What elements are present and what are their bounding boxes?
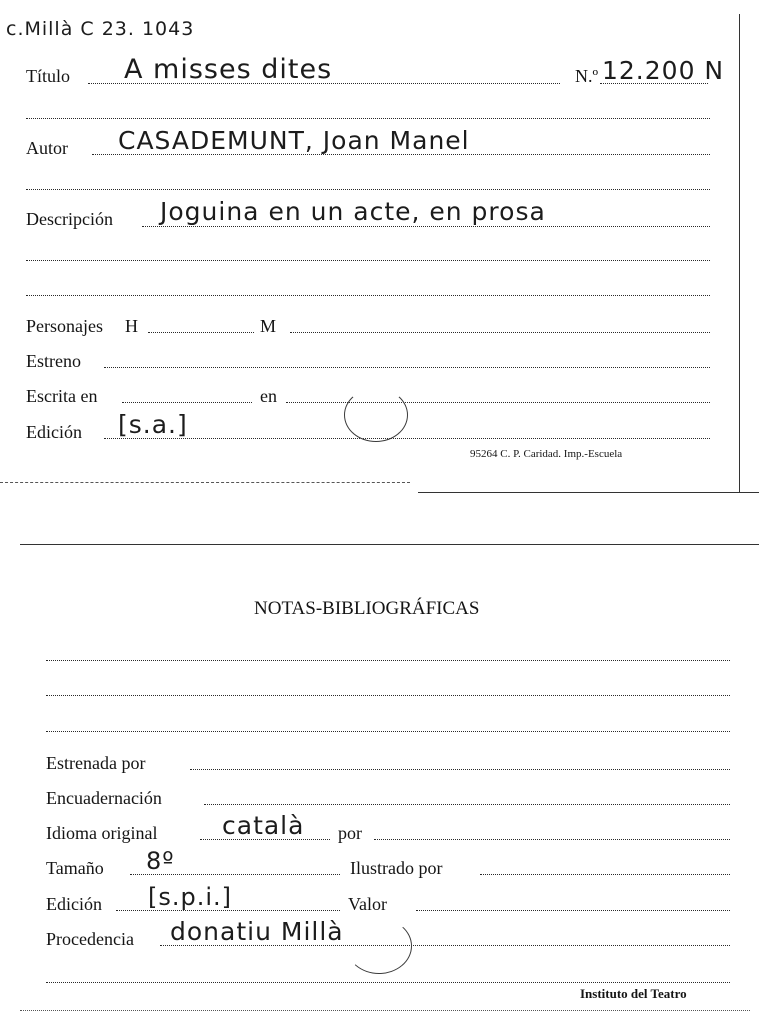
escrita-line [122,402,252,403]
procedencia-continuation-line [46,982,730,983]
stamp-mark-back [346,918,412,974]
estreno-line [104,367,710,368]
autor-continuation-line [26,189,710,190]
personajes-h-line [148,332,254,333]
notas-line-1 [46,660,730,661]
card-back-top-border [20,544,759,545]
titulo-value: A misses dites [124,54,333,85]
estreno-label: Estreno [26,351,81,371]
procedencia-value: donatiu Millà [170,917,344,946]
edicion-back-label: Edición [46,894,102,914]
estrenada-label: Estrenada por [46,753,146,773]
institution-name: Instituto del Teatro [580,986,687,1001]
escrita-en-label: en [260,386,277,406]
idioma-por-line [374,839,730,840]
card-back-bottom-edge [20,1010,750,1011]
estrenada-line [190,769,730,770]
valor-label: Valor [348,894,387,914]
descripcion-value: Joguina en un acte, en prosa [160,197,546,226]
idioma-label: Idioma original [46,823,158,843]
notas-heading: NOTAS-BIBLIOGRÁFICAS [254,598,480,619]
valor-line [416,910,730,911]
tamano-label: Tamaño [46,858,104,878]
card-front-right-border [739,14,740,492]
idioma-por-label: por [338,823,362,843]
titulo-label: Título [26,66,70,86]
notas-line-3 [46,731,730,732]
edicion-label: Edición [26,422,82,442]
titulo-continuation-line [26,118,710,119]
personajes-h-label: H [125,316,138,336]
idioma-value: català [222,811,305,840]
encuadernacion-label: Encuadernación [46,788,162,808]
descripcion-line-2 [26,260,710,261]
notas-line-2 [46,695,730,696]
descripcion-line [142,226,710,227]
personajes-m-label: M [260,316,277,336]
edicion-line [104,438,710,439]
ilustrado-line [480,874,730,875]
printer-imprint: 95264 C. P. Caridad. Imp.-Escuela [470,448,623,460]
encuadernacion-line [204,804,730,805]
stamp-mark [344,388,408,442]
autor-value: CASADEMUNT, Joan Manel [118,126,470,155]
escrita-label: Escrita en [26,386,98,406]
edicion-back-value: [s.p.i.] [148,883,233,911]
descripcion-line-3 [26,295,710,296]
card-front-cut-edge [0,482,410,483]
personajes-label: Personajes [26,316,103,336]
descripcion-label: Descripción [26,209,113,229]
numero-value: 12.200 N [602,56,725,85]
tamano-value: 8º [146,847,175,875]
ilustrado-label: Ilustrado por [350,858,443,878]
numero-label: N.º [575,66,599,86]
card-front-bottom-border [418,492,759,493]
edicion-value: [s.a.] [118,410,188,439]
procedencia-label: Procedencia [46,929,134,949]
shelfmark: c.Millà C 23. 1043 [6,18,195,40]
autor-label: Autor [26,138,68,158]
personajes-m-line [290,332,710,333]
